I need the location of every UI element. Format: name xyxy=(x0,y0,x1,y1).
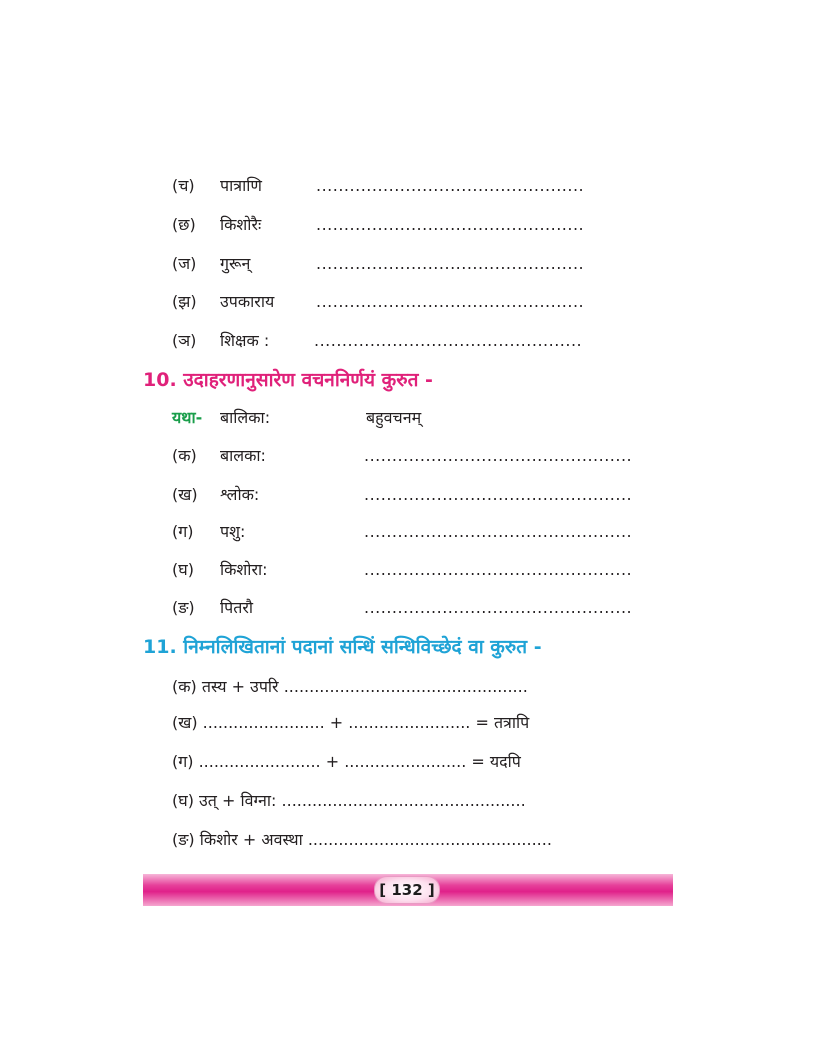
item-label: (ञ) xyxy=(172,331,197,350)
item-label: (झ) xyxy=(172,292,197,311)
section11-item[interactable]: (ङ) किशोर + अवस्था ................................................ xyxy=(172,830,552,849)
item-word: शिक्षक : xyxy=(220,331,270,350)
item-word: गुरून् xyxy=(220,254,251,273)
item-label: (क) xyxy=(172,446,197,465)
item-word: श्लोक: xyxy=(220,485,260,504)
answer-blank[interactable]: ................................................ xyxy=(316,215,585,234)
item-label: (ख) xyxy=(172,485,198,504)
item-word: किशोरा: xyxy=(220,560,268,579)
section11-item[interactable]: (घ) उत् + विग्ना: ................................................ xyxy=(172,791,526,810)
item-label: (छ) xyxy=(172,215,196,234)
answer-blank[interactable]: ................................................ xyxy=(364,485,633,504)
answer-blank[interactable]: ................................................ xyxy=(364,598,633,617)
answer-blank[interactable]: ................................................ xyxy=(316,254,585,273)
section10-heading: 10. उदाहरणानुसारेण वचननिर्णयं कुरुत - xyxy=(143,369,433,391)
answer-blank[interactable]: ................................................ xyxy=(314,331,583,350)
item-word: पितरौ xyxy=(220,598,254,617)
item-word: पशु: xyxy=(220,522,246,541)
item-label: (घ) xyxy=(172,560,194,579)
answer-blank[interactable]: ................................................ xyxy=(364,560,633,579)
section11-item[interactable]: (ख) ........................ + ........................ = तत्रापि xyxy=(172,713,530,732)
item-word: पात्राणि xyxy=(220,176,262,195)
item-label: (ङ) xyxy=(172,598,195,617)
answer-blank[interactable]: ................................................ xyxy=(316,176,585,195)
item-label: (च) xyxy=(172,176,195,195)
section11-item[interactable]: (क) तस्य + उपरि ................................................ xyxy=(172,677,528,696)
item-label: (ग) xyxy=(172,522,194,541)
example-answer: बहुवचनम् xyxy=(366,408,422,427)
item-word: बालका: xyxy=(220,446,266,465)
section11-item[interactable]: (ग) ........................ + ........................ = यदपि xyxy=(172,752,521,771)
answer-blank[interactable]: ................................................ xyxy=(364,522,633,541)
item-word: उपकाराय xyxy=(220,292,275,311)
answer-blank[interactable]: ................................................ xyxy=(316,292,585,311)
example-word: बालिका: xyxy=(220,408,271,427)
section11-heading: 11. निम्नलिखितानां पदानां सन्धिं सन्धिविच्छेदं वा कुरुत - xyxy=(143,636,542,658)
answer-blank[interactable]: ................................................ xyxy=(364,446,633,465)
item-word: किशोरैः xyxy=(220,215,262,234)
page-number: [ 132 ] xyxy=(374,876,440,904)
example-label: यथा- xyxy=(172,408,203,427)
item-label: (ज) xyxy=(172,254,197,273)
